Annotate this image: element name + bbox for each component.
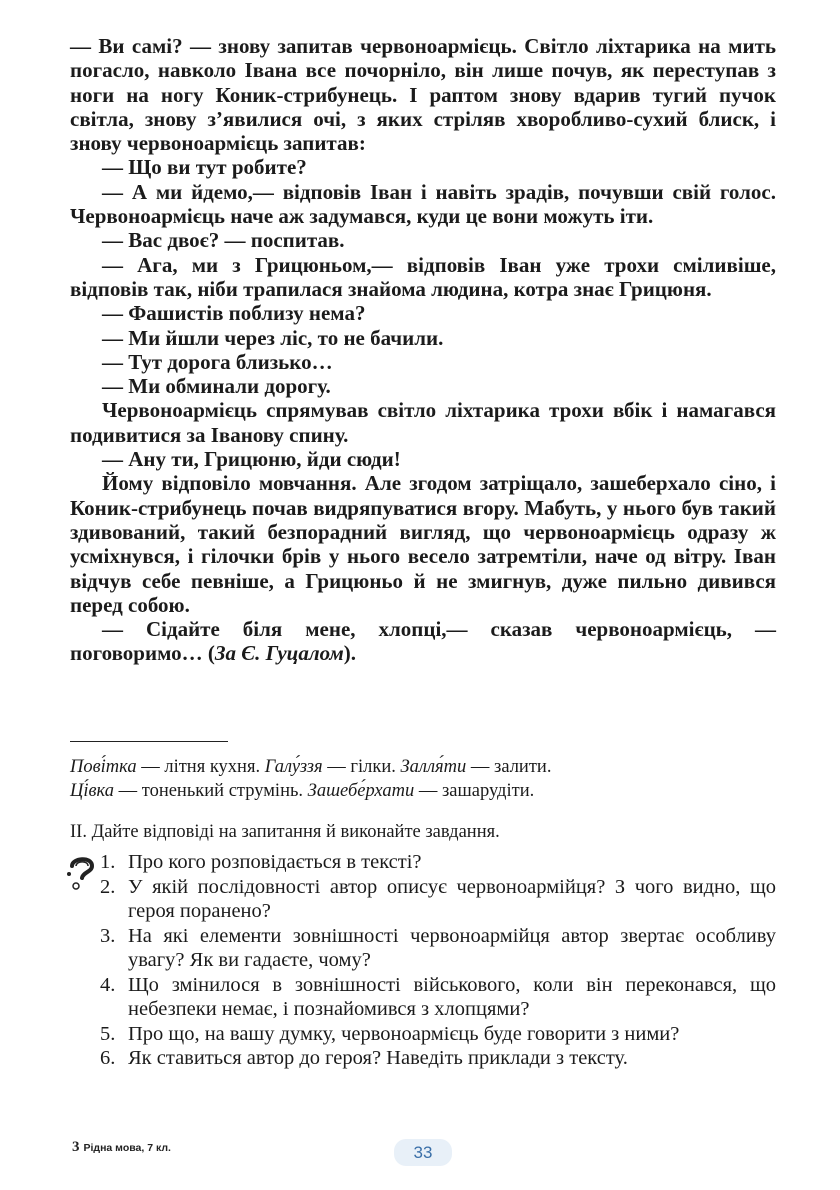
question-mark-icon (64, 854, 100, 894)
question-number: 6. (100, 1047, 116, 1069)
page-number: 33 (394, 1139, 452, 1166)
story-paragraph: — Фашистів поблизу нема? (102, 301, 366, 326)
question-text: Що змінилося в зовнішності військового, коли він переконався, що небезпеки немає, і познайомився з хлопцями? (128, 973, 776, 1020)
story-paragraph: — Що ви тут робите? (102, 155, 307, 180)
glossary-definition: — гілки. (322, 757, 401, 777)
story-paragraph: Червоноармієць спрямував світло ліхтарика трохи вбік і намагався подивитися за Іванову спину. (70, 398, 776, 447)
glossary-term: Ці́вка (70, 781, 114, 801)
story-paragraph-final (70, 617, 776, 666)
book-title: Рідна мова, 7 кл. (83, 1142, 171, 1154)
story-paragraph: Йому відповіло мовчання. Але згодом затріщало, зашеберхало сіно, і Коник-стрибунець почав видряпуватися вгору. Мабуть, у нього був такий здивований, такий безпорадний вигляд, що червоноармієць одразу ж усміхнувся, і гілочки брів у нього весело затремтіли, наче од вітру. Іван відчув себе певніше, а Грицюньо й не змигнув, дуже пильно дивився перед собою. (70, 471, 776, 617)
question-item (100, 875, 776, 924)
question-item (100, 1046, 776, 1071)
question-text: Як ставиться автор до героя? Наведіть приклади з тексту. (128, 1047, 628, 1069)
story-paragraph: — Ми йшли через ліс, то не бачили. (102, 325, 444, 350)
question-text: Про кого розповідається в тексті? (128, 851, 422, 873)
glossary-term: Зашебе́рхати (307, 781, 415, 801)
final-line: — Сідайте біля мене, хлопці,— сказав червоноармієць, — поговоримо… ( (70, 617, 776, 666)
glossary-line-1 (70, 755, 776, 779)
question-number: 1. (100, 851, 116, 873)
question-text: Про що, на вашу думку, червоноармієць буде говорити з ними? (128, 1022, 680, 1045)
question-item (100, 973, 776, 1022)
glossary-definition: — зашарудіти. (414, 781, 535, 801)
story-paragraph: — Ми обминали дорогу. (102, 374, 331, 399)
story-paragraph: — Ви самі? — знову запитав червоноармієць. Світло ліхтарика на мить погасло, навколо Івана все почорніло, він лише почув, як переступав з ноги на ногу Коник-стрибунець. І раптом знову вдарив тугий пучок світла, знову з’явилися очі, з яких стріляв хворобливо-сухий блиск, і знову червоноармієць запитав: (70, 34, 776, 156)
question-number: 3. (100, 924, 116, 947)
glossary (70, 755, 776, 803)
story-paragraph: — Ага, ми з Грицюньом,— відповів Іван уже трохи сміливіше, відповів так, ніби трапилася знайома людина, котра знає Грицюня. (70, 252, 776, 301)
story-text (70, 34, 776, 666)
question-number: 4. (100, 973, 116, 996)
question-number: 5. (100, 1022, 116, 1045)
story-paragraph: — Вас двоє? — поспитав. (102, 228, 345, 253)
question-item (100, 924, 776, 973)
story-paragraph: — Тут дорога близько… (102, 349, 333, 374)
glossary-term: Залля́ти (400, 757, 467, 777)
attribution-close: ). (343, 641, 356, 666)
attribution: За Є. Гуцалом (214, 641, 344, 666)
glossary-definition: — залити. (466, 757, 552, 777)
question-text: На які елементи зовнішності червоноармійця автор звертає особливу увагу? Як ви гадаєте, чому? (128, 924, 776, 971)
sheet-number: 3 (72, 1139, 80, 1155)
question-list (100, 850, 776, 1071)
glossary-line-2 (70, 779, 776, 803)
story-paragraph: — Ану ти, Грицюню, йди сюди! (102, 447, 401, 472)
question-item (100, 850, 776, 875)
task-heading: II. Дайте відповіді на запитання й виконайте завдання. (70, 822, 500, 842)
question-item (100, 1022, 776, 1047)
glossary-term: Галу́ззя (264, 757, 323, 777)
footer-book-label (72, 1139, 171, 1156)
glossary-definition: — літня кухня. (136, 757, 265, 777)
glossary-term: Пові́тка (70, 757, 137, 777)
question-text: У якій послідовності автор описує червоноармійця? З чого видно, що героя поранено? (128, 875, 776, 922)
story-paragraphs (70, 34, 776, 617)
story-paragraph: — А ми йдемо,— відповів Іван і навіть зрадів, почувши свій голос. Червоноармієць наче аж задумався, куди це вони можуть іти. (70, 179, 776, 229)
glossary-definition: — тоненький струмінь. (113, 781, 308, 801)
question-number: 2. (100, 875, 116, 898)
footnote-divider (70, 741, 228, 742)
